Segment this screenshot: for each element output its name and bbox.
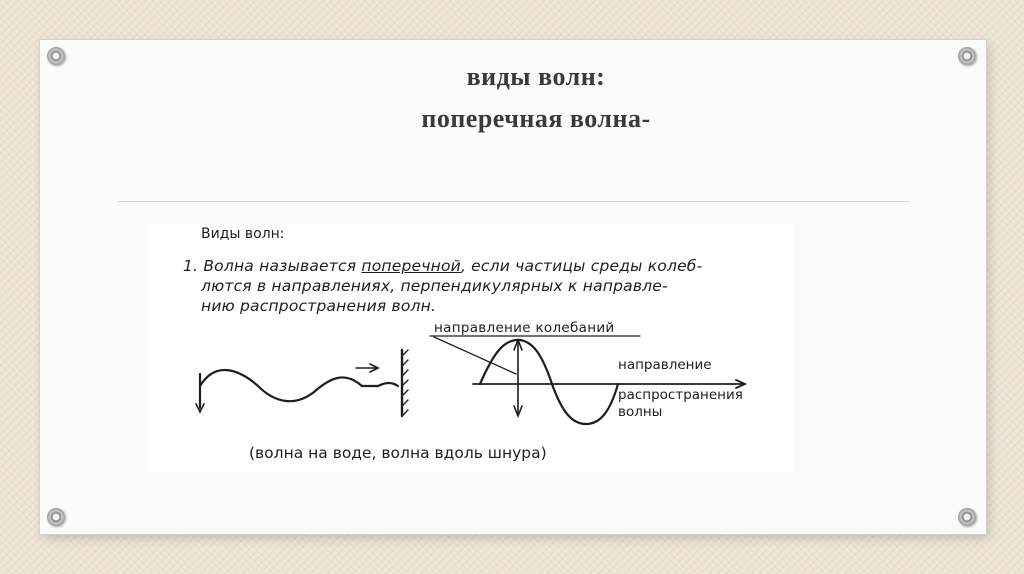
definition-line-2: лются в направлениях, перпендикулярных к направле- <box>201 277 668 295</box>
slide-title-line1: виды волн: <box>466 62 606 91</box>
label-vibration-direction: направление колебаний <box>434 320 615 336</box>
rivet-bottom-left-icon <box>47 508 65 526</box>
vibration-label-leader <box>434 337 516 374</box>
scanned-textbook-figure <box>148 224 793 472</box>
transverse-wave-curve <box>480 340 618 424</box>
figure-caption: (волна на воде, волна вдоль шнура) <box>249 444 547 462</box>
definition-text-a: Волна называется <box>203 257 362 275</box>
rope-wave-curve <box>200 370 398 401</box>
definition-line-3: нию распространения волн. <box>201 297 437 315</box>
definition-text-b: , если частицы среды колеб- <box>460 257 703 275</box>
rope-wave-diagram <box>196 350 408 416</box>
definition-term: поперечной <box>361 257 461 275</box>
label-direction: направление <box>618 357 712 373</box>
scan-heading: Виды волн: <box>201 226 285 242</box>
slide-title-line2: поперечная волна- <box>421 104 651 133</box>
definition-line-1 <box>183 257 702 275</box>
definition-number: 1. <box>183 257 204 275</box>
transverse-wave-diagram <box>430 336 745 424</box>
label-propagation: распространения <box>618 387 743 403</box>
title-divider <box>118 201 910 202</box>
rivet-bottom-right-icon <box>958 508 976 526</box>
label-waves: волны <box>618 404 663 420</box>
